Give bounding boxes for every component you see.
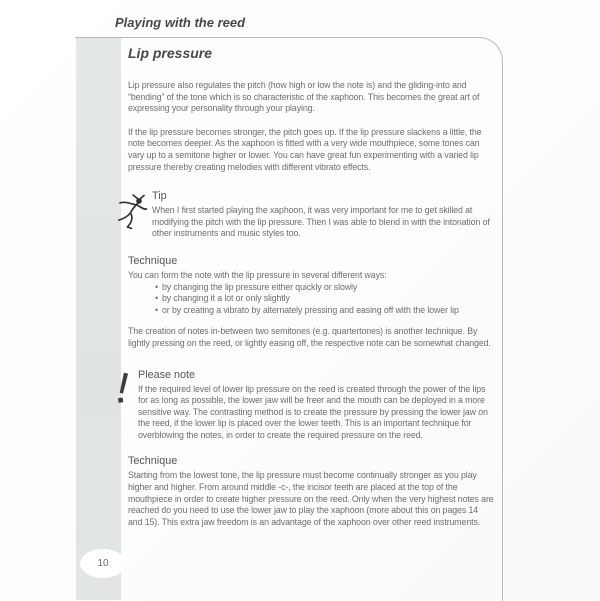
please-note-heading: Please note: [138, 368, 196, 381]
technique-1-heading: Technique: [128, 254, 178, 267]
bullet-glyph: •: [155, 293, 158, 304]
page-title: Lip pressure: [128, 45, 213, 61]
technique-section-2: [128, 455, 494, 528]
intro-paragraph-2: If the lip pressure becomes stronger, the pitch goes up. If the lip pressure slackens a little, the note becomes deeper. As the xaphoon is fitted with a very wide mouthpiece, some tones can vary up to a semitone higher or lower. You can have great fun experimenting with a varied lip pressure thereby creating melodies with different vibrato effects.: [128, 126, 482, 172]
side-strip: [76, 38, 121, 600]
please-note-section: [128, 369, 494, 442]
technique-1-closing: The creation of notes in-between two semitones (e.g. quartertones) is another technique. By lightly pressing on the reed, or lightly easing off, the respective note can be somewhat changed.: [128, 326, 491, 348]
bullet-text: by changing it a lot or only slightly: [161, 293, 290, 304]
technique-2-heading: Technique: [128, 455, 178, 468]
bullet-text: or by creating a vibrato by alternately pressing and easing off with the lower lip: [161, 304, 459, 315]
page-number: 10: [97, 558, 109, 569]
tip-text: When I first started playing the xaphoon, it was very important for me to get skilled at modifying the pitch with the lip pressure. Then I was able to blend in with the intonation of other instruments and music styles too.: [152, 205, 490, 239]
list-item: [128, 282, 494, 294]
page-header: Playing with the reed: [115, 15, 246, 30]
exclamation-icon: [116, 372, 129, 410]
technique-2-text: Starting from the lowest tone, the lip pressure must become continually stronger as you play higher and higher. From around middle -c-, the incisor teeth are placed at the top of the mouthpiece in order to create higher pressure on the reed. Only when the very highest notes are reached do you need to use the lower jaw to play the xaphoon (more about this on pages 14 and 15). This extra jaw freedom is an advantage of the xaphoon over other reed instruments.: [128, 470, 494, 527]
list-item: [128, 305, 494, 317]
technique-1-bullet-list: [128, 282, 494, 317]
intro-paragraph-1: Lip pressure also regulates the pitch (how high or low the note is) and the gliding-into and “bending” of the tone which is so characteristic of the xaphoon. This becomes the great art of expressing your personality through your playing.: [128, 80, 480, 114]
please-note-text: If the required level of lower lip pressure on the reed is created through the power of the lips for as long as possible, the lower jaw will be freer and the mouth can be deployed in a more sensitive way. The contrasting method is to create the pressure by pressing the lower jaw on the reed, if the lower lip is placed over the lower teeth. This is an important technique for overblowing the notes, in order to create the required pressure on the reed.: [138, 383, 488, 440]
bullet-glyph: •: [155, 281, 158, 292]
bullet-glyph: •: [155, 304, 158, 315]
tip-section: [128, 190, 494, 240]
bullet-text: by changing the lip pressure either quickly or slowly: [161, 281, 358, 292]
page-content: [128, 46, 494, 528]
list-item: [128, 293, 494, 305]
tip-heading: Tip: [152, 190, 167, 203]
leaping-figure-icon: [116, 194, 150, 236]
page-number-badge: [80, 549, 126, 578]
technique-section-1: [128, 255, 494, 316]
technique-1-intro: You can form the note with the lip pressure in several different ways:: [128, 269, 387, 280]
